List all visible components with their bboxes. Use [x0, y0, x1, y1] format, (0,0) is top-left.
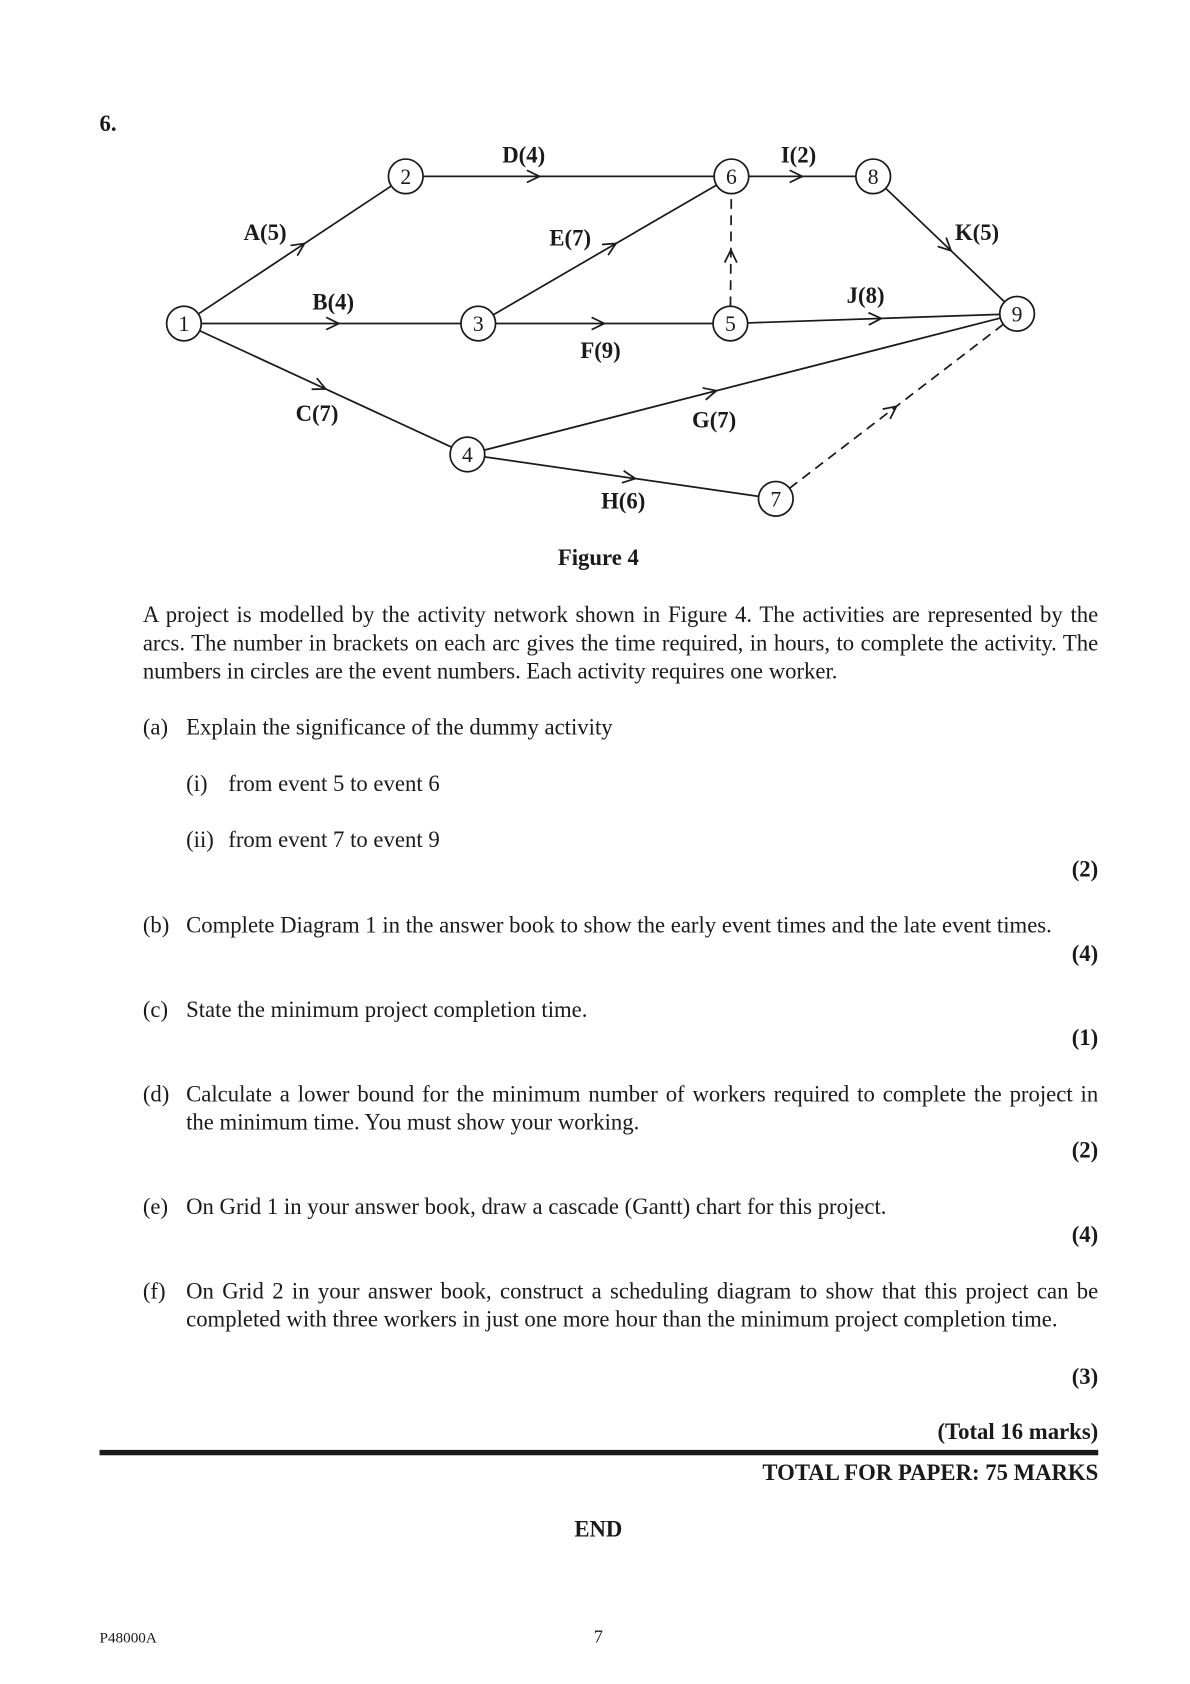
divider-rule: [100, 1450, 1099, 1455]
intro-paragraph: A project is modelled by the activity network shown in Figure 4. The activities are represented by the arcs. The number in brackets on each arc gives the time required, in hours, to complete the activity. The numbers in circles are the event numbers. Each activity requires one worker.: [142, 601, 1099, 684]
part-a-i-label: (i): [186, 770, 208, 797]
event-number-6: 6: [726, 164, 737, 189]
arc-label-F: F(9): [580, 338, 621, 364]
part-a-label: (a): [142, 714, 169, 741]
arc-label-J: J(8): [846, 282, 885, 308]
arc-3-6: [493, 185, 716, 315]
part-a-text: Explain the significance of the dummy activity: [186, 714, 613, 741]
total-marks: (Total 16 marks): [937, 1418, 1099, 1445]
event-number-7: 7: [770, 487, 782, 512]
arrowhead-icon: [602, 243, 616, 255]
part-d-text: Calculate a lower bound for the minimum number of workers required to complete the project in the minimum time. You must show your working.: [186, 1080, 1099, 1136]
part-b-label: (b): [142, 912, 170, 939]
part-a-i-text: from event 5 to event 6: [228, 770, 440, 797]
part-f-text: On Grid 2 in your answer book, construct a scheduling diagram to show that this project can be completed with three workers in just one more hour than the minimum project completion time.: [186, 1277, 1099, 1332]
part-b-marks: (4): [1071, 940, 1099, 967]
total-for-paper: TOTAL FOR PAPER: 75 MARKS: [762, 1459, 1099, 1486]
event-number-8: 8: [867, 164, 879, 189]
arc-label-K: K(5): [954, 220, 1000, 246]
question-number: 6.: [99, 110, 117, 137]
arc-1-2: [198, 186, 391, 314]
part-f-marks: (3): [1071, 1363, 1099, 1390]
event-number-5: 5: [724, 312, 736, 337]
part-a-ii-label: (ii): [186, 826, 214, 853]
arc-4-9: [484, 318, 1000, 450]
part-f-label: (f): [142, 1277, 166, 1304]
part-e-text: On Grid 1 in your answer book, draw a cascade (Gantt) chart for this project.: [186, 1193, 887, 1220]
part-c-marks: (1): [1071, 1024, 1099, 1051]
activity-network-diagram: [0, 0, 1190, 584]
part-d-label: (d): [142, 1080, 170, 1107]
part-a-marks: (2): [1071, 855, 1099, 882]
arc-label-D: D(4): [502, 142, 546, 168]
end-label: END: [574, 1515, 623, 1542]
part-b-text: Complete Diagram 1 in the answer book to show the early event times and the late event times.: [186, 912, 1052, 939]
part-e-marks: (4): [1071, 1221, 1099, 1248]
arc-label-I: I(2): [780, 142, 817, 168]
arc-label-C: C(7): [295, 400, 339, 426]
arc-label-E: E(7): [549, 225, 592, 251]
part-d-marks: (2): [1071, 1137, 1099, 1164]
event-number-4: 4: [462, 443, 473, 468]
part-a-ii-text: from event 7 to event 9: [228, 826, 440, 853]
event-number-2: 2: [400, 164, 412, 189]
event-number-3: 3: [472, 312, 484, 337]
arc-label-H: H(6): [601, 488, 646, 514]
event-number-9: 9: [1011, 302, 1023, 327]
paper-code: P48000A: [99, 1630, 157, 1647]
part-e-label: (e): [142, 1193, 169, 1220]
part-c-text: State the minimum project completion time.: [186, 996, 588, 1023]
event-number-1: 1: [178, 312, 190, 337]
part-c-label: (c): [142, 996, 169, 1023]
arc-label-B: B(4): [312, 289, 355, 315]
figure-caption: Figure 4: [557, 544, 639, 571]
page-number: 7: [593, 1626, 603, 1647]
arc-label-A: A(5): [243, 220, 287, 246]
arc-label-G: G(7): [692, 407, 737, 433]
